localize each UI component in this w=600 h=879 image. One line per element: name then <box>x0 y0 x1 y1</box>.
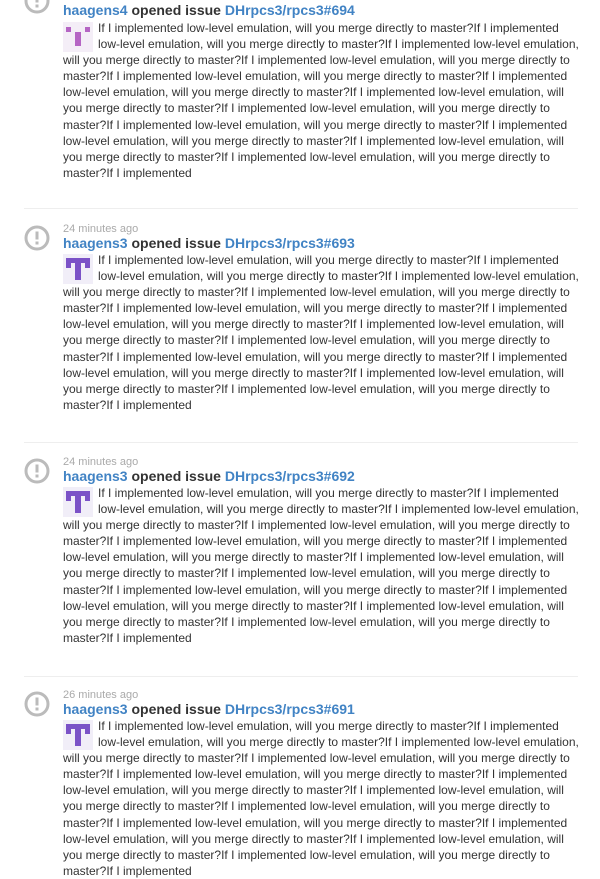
event-title <box>63 701 355 718</box>
avatar[interactable] <box>63 254 93 284</box>
divider <box>24 442 578 443</box>
event-action: opened issue <box>131 235 221 251</box>
issue-opened-icon <box>24 225 50 251</box>
issue-opened-icon <box>24 458 50 484</box>
event-body-text: If I implemented low-level emulation, will you merge directly to master?If I implemented low-level emulation, will you merge directly to master?If I implemented low-level emulation, will you merge directly to master?If I implemented low-level emulation, will you merge directly to master?If I implemented low-level emulation, will you merge directly to master?If I implemented low-level emulation, will you merge directly to master?If I implemented low-level emulation, will you merge directly to master?If I implemented low-level emulation, will you merge directly to master?If I implemented low-level emulation, will you merge directly to master?If I implemented low-level emulation, will you merge directly to master?If I implemented low-level emulation, will you merge directly to master?If I implemented low-level emulation, will you merge directly to master?If I implemented <box>63 486 579 645</box>
event-timestamp: 24 minutes ago <box>63 456 139 468</box>
issue-opened-icon <box>24 691 50 717</box>
event-body <box>63 485 579 646</box>
event-timestamp: 24 minutes ago <box>63 223 139 235</box>
avatar[interactable] <box>63 720 93 750</box>
user-link[interactable]: haagens3 <box>63 235 128 251</box>
event-body-text: If I implemented low-level emulation, will you merge directly to master?If I implemented low-level emulation, will you merge directly to master?If I implemented low-level emulation, will you merge directly to master?If I implemented low-level emulation, will you merge directly to master?If I implemented low-level emulation, will you merge directly to master?If I implemented low-level emulation, will you merge directly to master?If I implemented low-level emulation, will you merge directly to master?If I implemented low-level emulation, will you merge directly to master?If I implemented low-level emulation, will you merge directly to master?If I implemented low-level emulation, will you merge directly to master?If I implemented low-level emulation, will you merge directly to master?If I implemented low-level emulation, will you merge directly to master?If I implemented <box>63 253 579 412</box>
issue-link[interactable]: DHrpcs3/rpcs3#692 <box>224 468 355 484</box>
event-action: opened issue <box>131 701 221 717</box>
avatar[interactable] <box>63 22 93 52</box>
event-title <box>63 2 355 19</box>
avatar[interactable] <box>63 487 93 517</box>
event-action: opened issue <box>131 2 221 18</box>
event-timestamp: 26 minutes ago <box>63 689 139 701</box>
user-link[interactable]: haagens4 <box>63 2 128 18</box>
event-body <box>63 252 579 413</box>
event-action: opened issue <box>131 468 221 484</box>
event-body-text: If I implemented low-level emulation, will you merge directly to master?If I implemented low-level emulation, will you merge directly to master?If I implemented low-level emulation, will you merge directly to master?If I implemented low-level emulation, will you merge directly to master?If I implemented low-level emulation, will you merge directly to master?If I implemented low-level emulation, will you merge directly to master?If I implemented low-level emulation, will you merge directly to master?If I implemented low-level emulation, will you merge directly to master?If I implemented low-level emulation, will you merge directly to master?If I implemented low-level emulation, will you merge directly to master?If I implemented low-level emulation, will you merge directly to master?If I implemented low-level emulation, will you merge directly to master?If I implemented <box>63 21 579 180</box>
issue-link[interactable]: DHrpcs3/rpcs3#693 <box>224 235 355 251</box>
user-link[interactable]: haagens3 <box>63 701 128 717</box>
event-body-text: If I implemented low-level emulation, will you merge directly to master?If I implemented low-level emulation, will you merge directly to master?If I implemented low-level emulation, will you merge directly to master?If I implemented low-level emulation, will you merge directly to master?If I implemented low-level emulation, will you merge directly to master?If I implemented low-level emulation, will you merge directly to master?If I implemented low-level emulation, will you merge directly to master?If I implemented low-level emulation, will you merge directly to master?If I implemented low-level emulation, will you merge directly to master?If I implemented low-level emulation, will you merge directly to master?If I implemented low-level emulation, will you merge directly to master?If I implemented low-level emulation, will you merge directly to master?If I implemented <box>63 719 579 878</box>
event-body <box>63 718 579 879</box>
issue-opened-icon <box>24 0 50 14</box>
event-title <box>63 468 355 485</box>
event-body <box>63 20 579 181</box>
divider <box>24 208 578 209</box>
issue-link[interactable]: DHrpcs3/rpcs3#691 <box>224 701 355 717</box>
divider <box>24 676 578 677</box>
user-link[interactable]: haagens3 <box>63 468 128 484</box>
event-title <box>63 235 355 252</box>
issue-link[interactable]: DHrpcs3/rpcs3#694 <box>224 2 355 18</box>
